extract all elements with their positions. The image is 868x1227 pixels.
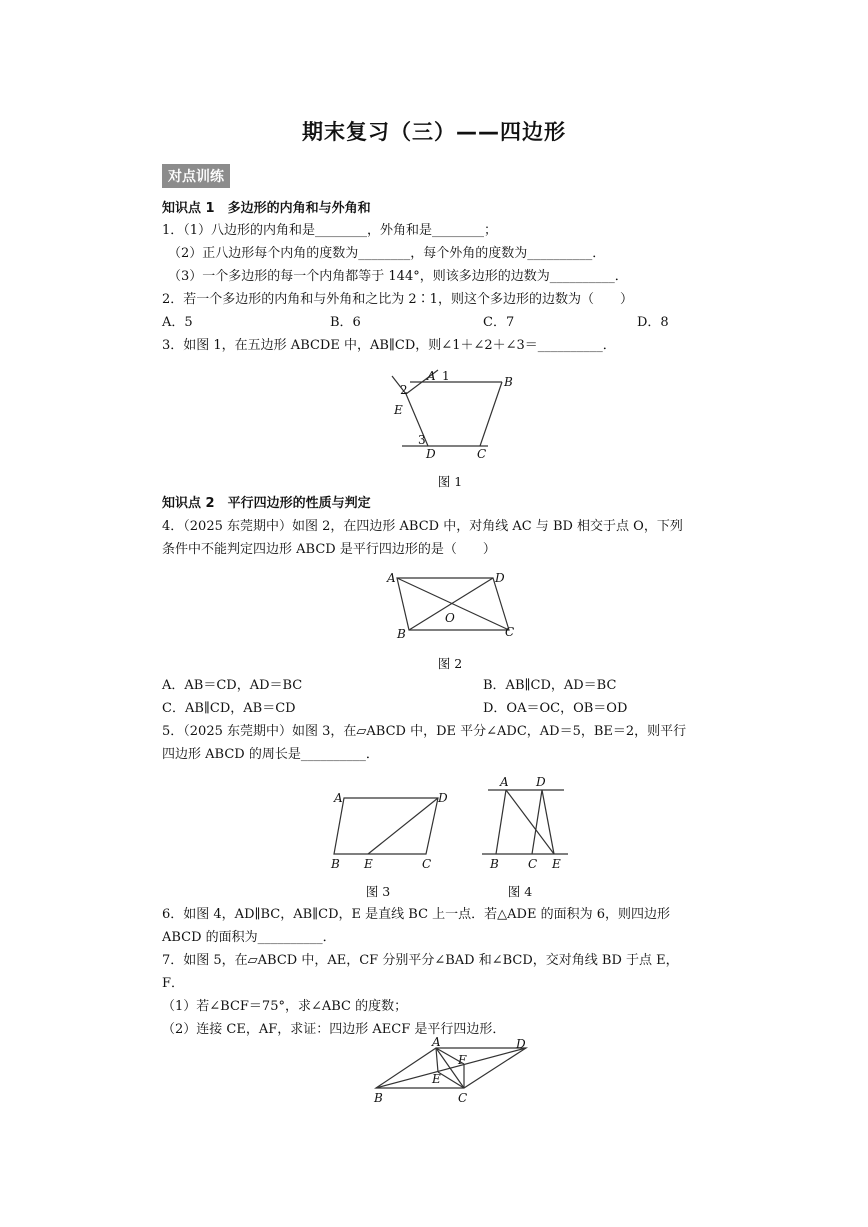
section-tag: 对点训练 xyxy=(162,164,230,188)
fig5-label-f: F xyxy=(458,1053,467,1067)
fig1-label-b: B xyxy=(504,375,513,389)
figure-4-caption: 图 4 xyxy=(507,884,533,899)
fig4-label-b: B xyxy=(490,857,499,871)
figure-4-parallel-lines xyxy=(480,772,570,872)
fig2-label-c: C xyxy=(505,625,515,639)
question-2-option-d: D．8 xyxy=(637,315,669,330)
question-4-option-d: D．OA＝OC，OB＝OD xyxy=(483,701,628,716)
fig2-label-d: D xyxy=(495,571,505,585)
fig1-label-a: A xyxy=(427,369,436,383)
fig5-label-d: D xyxy=(516,1037,526,1051)
figure-3-caption: 图 3 xyxy=(365,884,391,899)
question-2-option-b: B．6 xyxy=(330,315,361,330)
fig1-angle-2: 2 xyxy=(400,383,408,397)
fig5-label-b: B xyxy=(374,1091,383,1105)
fig1-angle-3: 3 xyxy=(418,433,426,447)
knowledge-point-1-heading: 知识点 1 多边形的内角和与外角和 xyxy=(162,201,371,216)
question-1-part-3: （3）一个多边形的每一个内角都等于 144°，则该多边形的边数为__________． xyxy=(168,269,628,284)
question-5-line-2: 四边形 ABCD 的周长是__________． xyxy=(162,747,379,762)
question-4-line-1: 4．（2025 东莞期中）如图 2，在四边形 ABCD 中，对角线 AC 与 BD 相交于点 O，下列 xyxy=(162,519,683,534)
question-4-option-a: A．AB＝CD，AD＝BC xyxy=(162,678,303,693)
fig4-label-e: E xyxy=(552,857,561,871)
question-7-line-2: F． xyxy=(162,976,185,991)
fig4-label-a: A xyxy=(500,775,509,789)
fig2-label-a: A xyxy=(387,571,396,585)
question-2-option-a: A．5 xyxy=(162,315,193,330)
fig1-label-d: D xyxy=(426,447,436,461)
fig3-label-b: B xyxy=(331,857,340,871)
figure-5-parallelogram xyxy=(366,1036,542,1112)
figure-1-caption: 图 1 xyxy=(437,474,463,489)
page-title: 期末复习（三）——四边形 xyxy=(302,120,566,144)
question-5-line-1: 5．（2025 东莞期中）如图 3，在▱ABCD 中，DE 平分∠ADC，AD＝5，BE＝2，则平行 xyxy=(162,724,687,739)
fig3-label-a: A xyxy=(334,791,343,805)
fig1-label-e: E xyxy=(394,403,403,417)
question-1-part-2: （2）正八边形每个内角的度数为________，每个外角的度数为__________． xyxy=(168,246,606,261)
question-2-option-c: C．7 xyxy=(483,315,515,330)
question-1-part-1: 1．（1）八边形的内角和是________，外角和是________； xyxy=(162,223,498,238)
fig3-label-d: D xyxy=(438,791,448,805)
question-2: 2．若一个多边形的内角和与外角和之比为 2∶1，则这个多边形的边数为（ ） xyxy=(162,292,633,307)
question-6-line-1: 6．如图 4，AD∥BC，AB∥CD，E 是直线 BC 上一点．若△ADE 的面积为 6，则四边形 xyxy=(162,907,671,922)
fig3-label-e: E xyxy=(364,857,373,871)
question-7-part-1: （1）若∠BCF＝75°，求∠ABC 的度数； xyxy=(162,999,408,1014)
fig2-label-b: B xyxy=(397,627,406,641)
fig3-label-c: C xyxy=(422,857,432,871)
figure-1-pentagon xyxy=(380,366,520,462)
figure-2-caption: 图 2 xyxy=(437,656,463,671)
question-4-option-c: C．AB∥CD，AB＝CD xyxy=(162,701,296,716)
question-4-option-b: B．AB∥CD，AD＝BC xyxy=(483,678,617,693)
question-3: 3．如图 1，在五边形 ABCDE 中，AB∥CD，则∠1＋∠2＋∠3＝__________． xyxy=(162,338,616,353)
fig1-label-c: C xyxy=(477,447,487,461)
question-4-line-2: 条件中不能判定四边形 ABCD 是平行四边形的是（ ） xyxy=(162,542,496,557)
figure-2-quadrilateral xyxy=(385,568,515,642)
question-7-part-2: （2）连接 CE，AF，求证：四边形 AECF 是平行四边形． xyxy=(162,1022,506,1037)
fig4-label-c: C xyxy=(528,857,538,871)
question-7-line-1: 7．如图 5，在▱ABCD 中，AE，CF 分别平分∠BAD 和∠BCD，交对角线 BD 于点 E， xyxy=(162,953,679,968)
fig5-label-c: C xyxy=(458,1091,468,1105)
knowledge-point-2-heading: 知识点 2 平行四边形的性质与判定 xyxy=(162,496,371,511)
figure-3-parallelogram xyxy=(326,786,452,872)
fig1-angle-1: 1 xyxy=(442,369,450,383)
fig5-label-e: E xyxy=(432,1072,441,1086)
fig5-label-a: A xyxy=(432,1036,441,1049)
fig4-label-d: D xyxy=(536,775,546,789)
fig2-label-o: O xyxy=(445,611,455,625)
question-6-line-2: ABCD 的面积为__________． xyxy=(162,930,336,945)
